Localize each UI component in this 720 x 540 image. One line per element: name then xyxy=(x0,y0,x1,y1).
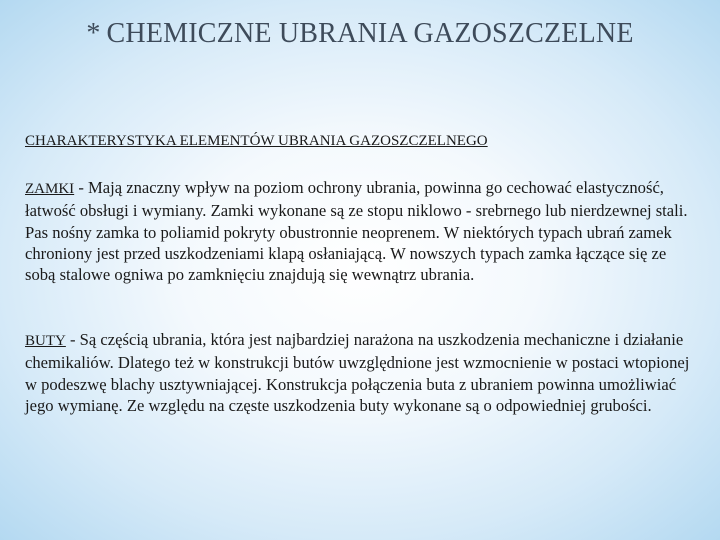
paragraph-zamki xyxy=(25,177,690,285)
title-text: CHEMICZNE UBRANIA GAZOSZCZELNE xyxy=(106,18,634,49)
term-zamki: ZAMKI xyxy=(25,181,75,197)
term-buty: BUTY xyxy=(25,333,66,349)
paragraph-buty xyxy=(25,329,690,416)
section-subtitle: CHARAKTERYSTYKA ELEMENTÓW UBRANIA GAZOSZCZELNEGO xyxy=(25,133,488,149)
title-bullet: * xyxy=(86,18,101,49)
text-zamki: - Mają znaczny wpływ na poziom ochrony ubrania, powinna go cechować elastyczność, łatwość obsługi i wymiany. Zamki wykonane są ze stopu niklowo - srebrnego lub nierdzewnej stali. Pas nośny zamka to poliamid pokryty obustronnie neoprenem. W niektórych typach ubrań zamek chroniony jest przed uszkodzeniami klapą osłaniającą. W nowszych typach zamka łączące się ze sobą stalowe ogniwa po zamknięciu znajdują się wewnątrz ubrania. xyxy=(25,178,688,285)
text-buty: - Są częścią ubrania, która jest najbardziej narażona na uszkodzenia mechaniczne i działanie chemikaliów. Dlatego też w konstrukcji butów uwzględnione jest wzmocnienie w postaci wtopionej w podeszwę blachy usztywniającej. Konstrukcja połączenia buta z ubraniem powinna umożliwiać jego wymianę. Ze względu na częste uszkodzenia buty wykonane są o odpowiedniej grubości. xyxy=(25,330,690,415)
slide-title xyxy=(0,18,720,50)
